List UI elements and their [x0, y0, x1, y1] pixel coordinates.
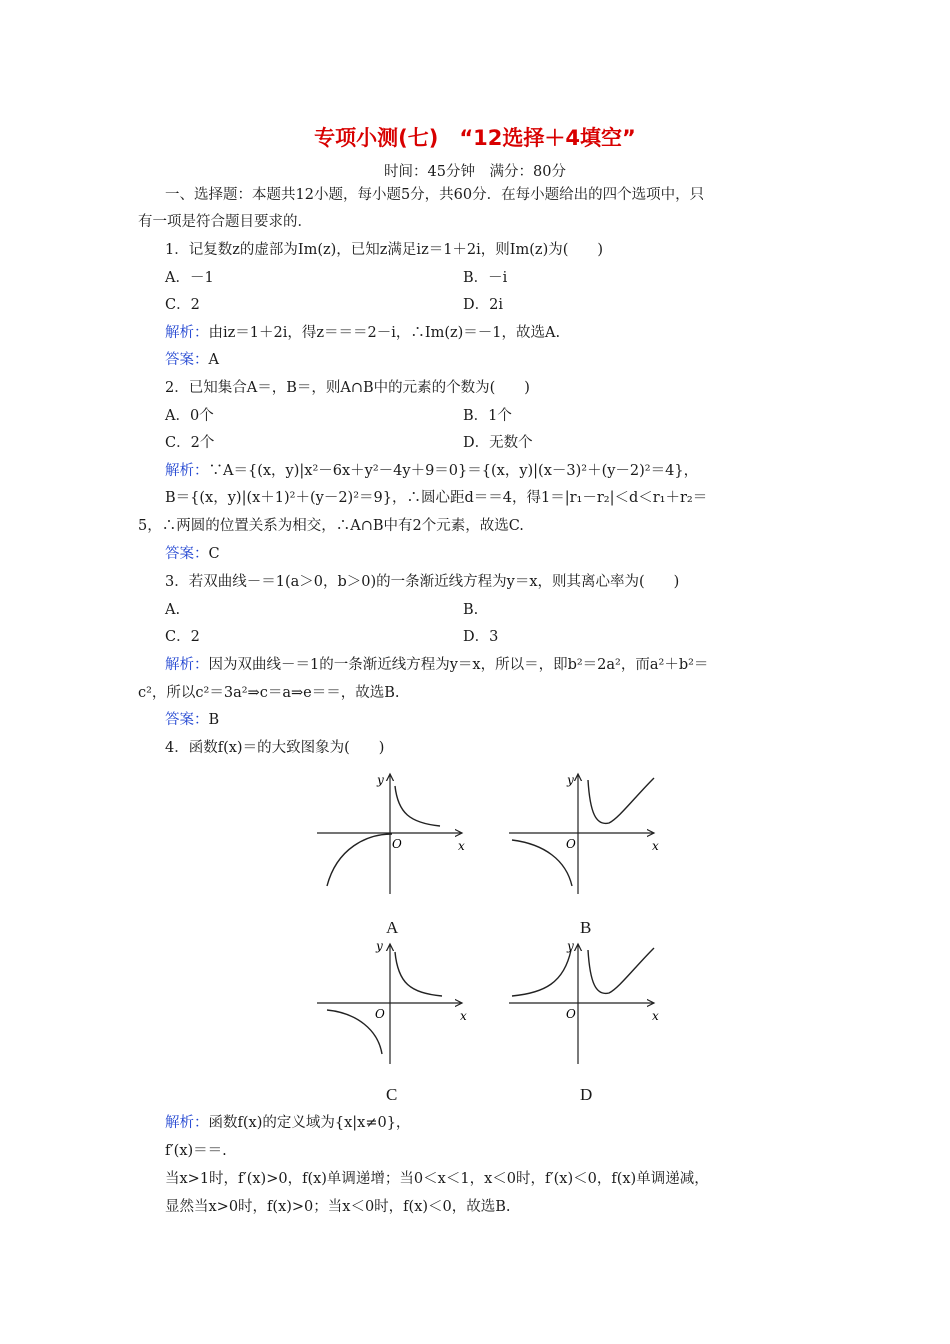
graph-b-curve-right	[588, 778, 654, 823]
q3-answer-label: 答案：	[165, 712, 209, 728]
graph-d-x-label: x	[652, 1009, 659, 1023]
q4-analysis-3: 当x>1时，f′(x)>0，f(x)单调递增；当0＜x＜1，x＜0时，f′(x)＜0，f(x)单调递减，	[165, 1171, 709, 1187]
q3-option-c: C．2	[165, 629, 200, 645]
graph-a-y-label: y	[377, 773, 384, 787]
q1-option-b: B．－i	[463, 270, 508, 286]
graph-d-y-label: y	[567, 939, 574, 953]
q2-option-b: B．1个	[463, 408, 512, 424]
graph-b-curve-left	[512, 840, 572, 886]
graph-c-x-label: x	[460, 1009, 467, 1023]
graph-c-y-label: y	[376, 939, 383, 953]
graph-d	[504, 938, 664, 1068]
graph-b-caption: B	[580, 918, 592, 937]
q2-analysis-2: B＝{(x，y)|(x＋1)²＋(y－2)²＝9}，∴圆心距d＝＝4，得1＝|r₁－r₂|＜d＜r₁＋r₂＝	[165, 490, 708, 506]
graph-a-caption: A	[386, 918, 399, 937]
q4-analysis-text-1: 函数f(x)的定义域为{x|x≠0}，	[208, 1115, 411, 1131]
q3-option-b: B.	[463, 602, 479, 618]
q3-analysis-label: 解析：	[165, 657, 209, 673]
q3-option-d: D．3	[463, 629, 499, 645]
graph-c	[312, 938, 472, 1068]
q2-option-c: C．2个	[165, 435, 215, 451]
q1-option-c: C．2	[165, 297, 200, 313]
q2-option-d: D．无数个	[463, 435, 533, 451]
q1-analysis-label: 解析：	[165, 325, 209, 341]
intro-line-1: 一、选择题：本题共12小题，每小题5分，共60分．在每小题给出的四个选项中，只	[165, 187, 705, 203]
graph-a-x-label: x	[458, 839, 465, 853]
q1-option-a: A．－1	[165, 270, 214, 286]
q4-analysis-1	[165, 1113, 410, 1133]
q2-answer-text: C	[208, 546, 220, 562]
q3-analysis-2: c²，所以c²＝3a²⇒c＝a⇒e＝＝，故选B.	[138, 685, 400, 701]
q4-analysis-2: f′(x)＝＝.	[165, 1143, 227, 1159]
q2-option-a: A．0个	[165, 408, 214, 424]
graph-c-origin: O	[375, 1007, 385, 1021]
graph-a-curve-left	[327, 834, 392, 886]
q1-answer-text: A	[208, 352, 219, 368]
q4-analysis-4: 显然当x>0时，f(x)>0；当x＜0时，f(x)＜0，故选B.	[165, 1199, 511, 1215]
q2-analysis-1	[165, 461, 698, 481]
intro-line-2: 有一项是符合题目要求的．	[138, 214, 312, 230]
graph-a-curve-right	[395, 786, 440, 826]
graph-a-origin: O	[392, 837, 402, 851]
q4-stem: 4．函数f(x)＝的大致图象为( )	[165, 740, 385, 756]
q1-option-d: D．2i	[463, 297, 503, 313]
graph-d-curve-right	[588, 948, 654, 993]
q3-analysis-text-1: 因为双曲线－＝1的一条渐近线方程为y＝x，所以＝，即b²＝2a²，而a²＋b²＝	[208, 657, 709, 673]
graph-c-caption: C	[386, 1085, 398, 1104]
graph-d-origin: O	[566, 1007, 576, 1021]
graph-d-curve-left	[512, 950, 571, 996]
q2-analysis-3: 5，∴两圆的位置关系为相交，∴A∩B中有2个元素，故选C.	[138, 518, 524, 534]
q2-answer	[165, 544, 220, 564]
q1-stem: 1．记复数z的虚部为Im(z)，已知z满足iz＝1＋2i，则Im(z)为( )	[165, 242, 604, 258]
q3-stem: 3．若双曲线－＝1(a＞0，b＞0)的一条渐近线方程为y＝x，则其离心率为( )	[165, 574, 680, 590]
q3-answer	[165, 710, 219, 730]
q2-answer-label: 答案：	[165, 546, 209, 562]
graph-b-x-label: x	[652, 839, 659, 853]
q1-analysis	[165, 323, 560, 343]
graph-a	[312, 768, 472, 898]
graph-c-curve-right	[395, 952, 442, 996]
q2-stem: 2．已知集合A＝，B＝，则A∩B中的元素的个数为( )	[165, 380, 530, 396]
graph-b-y-label: y	[567, 773, 574, 787]
graph-b	[504, 768, 664, 898]
graph-c-curve-left	[327, 1010, 382, 1054]
q1-answer	[165, 350, 219, 370]
q4-analysis-label: 解析：	[165, 1115, 209, 1131]
q3-option-a: A.	[165, 602, 181, 618]
graph-d-caption: D	[580, 1085, 593, 1104]
q3-answer-text: B	[208, 712, 220, 728]
q2-analysis-text-1: ∵A＝{(x，y)|x²－6x＋y²－4y＋9＝0}＝{(x，y)|(x－3)²＋(y－2)²＝4}，	[208, 463, 699, 479]
page-subtitle: 时间：45分钟 满分：80分	[384, 164, 566, 180]
q2-analysis-label: 解析：	[165, 463, 209, 479]
q1-answer-label: 答案：	[165, 352, 209, 368]
page-title: 专项小测(七) “12选择＋4填空”	[314, 126, 636, 150]
q3-analysis-1	[165, 655, 708, 675]
graph-b-origin: O	[566, 837, 576, 851]
q1-analysis-text: 由iz＝1＋2i，得z＝＝＝2－i，∴Im(z)＝－1，故选A.	[208, 325, 561, 341]
